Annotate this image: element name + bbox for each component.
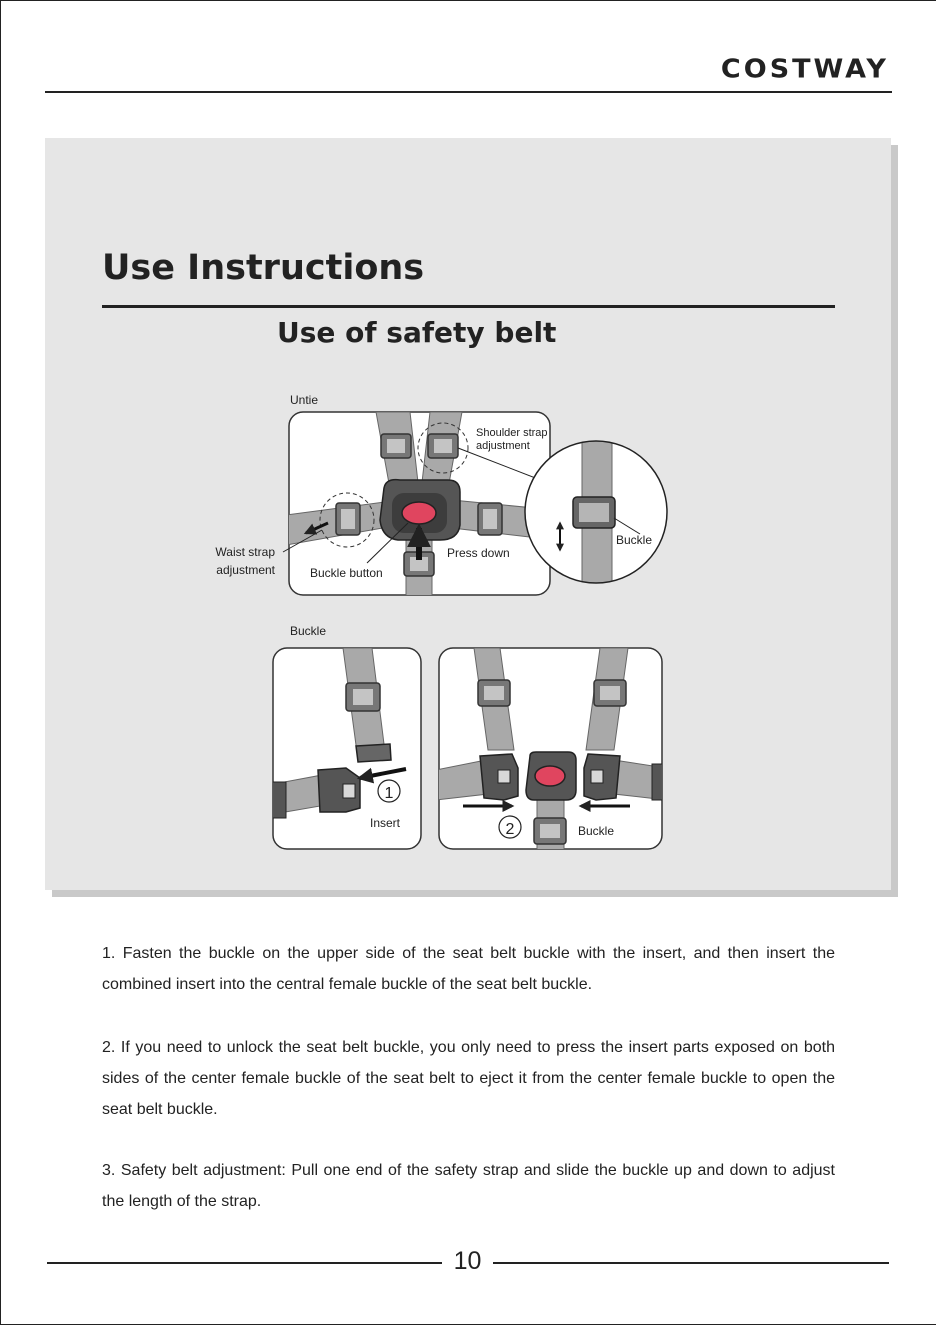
- instruction-step-2: 2. If you need to unlock the seat belt buckle, you only need to press the insert parts exposed on both sides of the center female buckle of the seat belt to eject it from the center female buckle to open the seat belt buckle.: [102, 1039, 835, 1118]
- step2-marker: 2: [505, 821, 515, 838]
- untie-heading: Untie: [290, 393, 319, 407]
- buckle-step2-illustration: [436, 648, 666, 850]
- waist-strap-label: Waist strap: [215, 545, 275, 559]
- buckle-heading: Buckle: [290, 624, 327, 638]
- buckle-label: Buckle: [578, 824, 615, 838]
- step1-marker: 1: [384, 785, 394, 802]
- buckle-button-label: Buckle button: [310, 566, 383, 580]
- footer-rule-right: [493, 1262, 889, 1264]
- shoulder-strap-label-2: adjustment: [476, 440, 530, 452]
- insert-label: Insert: [370, 816, 401, 830]
- shoulder-strap-label: Shoulder strap: [476, 427, 548, 439]
- zoom-buckle-label: Buckle: [616, 533, 653, 547]
- footer-rule-left: [47, 1262, 442, 1264]
- waist-strap-label-2: adjustment: [216, 563, 275, 577]
- instruction-step-3: 3. Safety belt adjustment: Pull one end of the safety strap and slide the buckle up and down to adjust the length of the strap.: [102, 1162, 835, 1210]
- page-number: 10: [453, 1247, 482, 1275]
- brand-logo: COSTWAY: [720, 54, 889, 85]
- sub-title: Use of safety belt: [277, 316, 557, 349]
- instruction-step-1: 1. Fasten the buckle on the upper side of the seat belt buckle with the insert, and then insert the combined insert into the central female buckle of the seat belt buckle.: [102, 945, 835, 993]
- press-down-label: Press down: [447, 546, 510, 560]
- section-title: Use Instructions: [102, 248, 425, 288]
